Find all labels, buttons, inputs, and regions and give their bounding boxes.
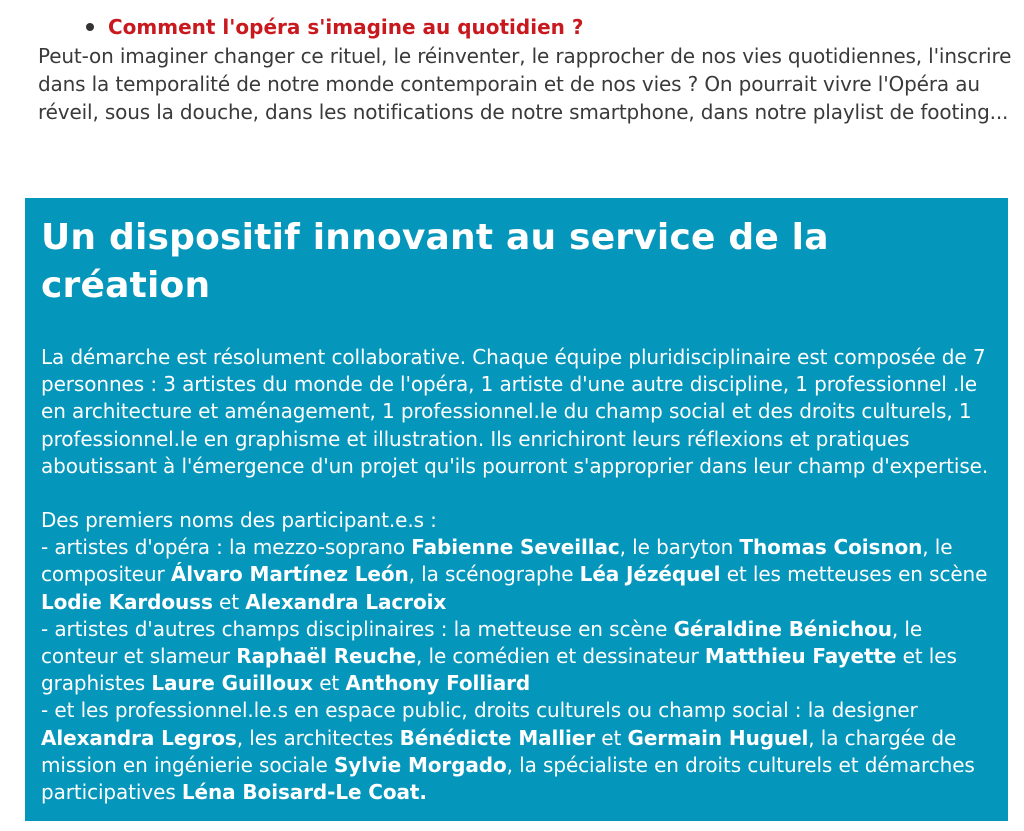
participants-intro: Des premiers noms des participant.e.s : [41,508,437,533]
text-segment: et les graphistes [41,644,957,696]
text-segment: , le conteur et slameur [41,616,923,669]
paragraph-gap [41,480,994,507]
bullet-question: Comment l'opéra s'imagine au quotidien ? [108,15,584,39]
participant-name: Géraldine Bénichou [673,616,892,641]
participant-name: Lodie Kardouss [41,589,213,614]
participant-name: Bénédicte Mallier [399,725,596,750]
text-segment: , les architectes [236,725,400,750]
text-segment: , le comédien et dessinateur [416,644,705,669]
bullet-dot-icon [86,23,94,31]
text-segment: , la scénographe [408,562,580,587]
innovation-panel [25,198,1008,821]
participant-name: Fabienne Seveillac [411,535,620,560]
participants-professionals [41,697,994,806]
text-segment: et [595,725,628,750]
participant-name: Álvaro Martínez León [170,562,409,587]
text-segment: , le baryton [619,535,740,560]
collaboration-paragraph: La démarche est résolument collaborative. Chaque équipe pluridisciplinaire est composée de 7 personnes : 3 artistes du monde de l'opéra, 1 artiste d'une autre discipline, 1 professionnel .le en architecture et aménagement, 1 professionnel.le du champ social et des droits culturels, 1 professionnel.le en graphisme et illustration. Ils enrichiront leurs réflexions et pratiques aboutissant à l'émergence d'un projet qu'ils pourront s'approprier dans leur champ d'expertise. [41,345,989,478]
intro-section [38,12,1013,126]
bullet-item [86,12,1013,42]
participant-name: Alexandra Lacroix [245,589,447,614]
text-segment: , le compositeur [41,535,953,587]
participant-name: Alexandra Legros [41,725,237,750]
participants-other-artists [41,616,994,698]
participant-name: Sylvie Morgado [333,752,507,777]
text-segment: - et les professionnel.le.s en espace public, droits culturels ou champ social : la designer [41,698,918,723]
participant-name: Léna Boisard-Le Coat. [181,780,427,805]
participant-name: Anthony Folliard [345,671,531,696]
participant-name: Thomas Coisnon [739,535,923,560]
text-segment: , la chargée de mission en ingénierie sociale [41,725,957,777]
text-segment: et [212,589,246,614]
intro-paragraph: Peut-on imaginer changer ce rituel, le réinventer, le rapprocher de nos vies quotidiennes, l'inscrire dans la temporalité de notre monde contemporain et de nos vies ? On pourrait vivre l'Opéra au réveil, sous la douche, dans les notifications de notre smartphone, dans notre playlist de footing... [38,44,1012,124]
text-segment: , la spécialiste en droits culturels et démarches participatives [41,752,975,805]
text-segment: - artistes d'opéra : la mezzo-soprano [41,535,412,560]
participant-name: Matthieu Fayette [704,644,897,669]
text-segment: et les metteuses en scène [720,562,988,587]
text-segment: - artistes d'autres champs disciplinaires : la metteuse en scène [41,616,674,641]
participants-opera-artists [41,534,994,616]
text-segment: et [312,671,346,696]
panel-heading: Un dispositif innovant au service de la création [41,217,829,306]
participant-name: Raphaël Reuche [236,644,416,669]
participant-name: Laure Guilloux [151,671,313,696]
participant-name: Germain Huguel [627,725,809,750]
participant-name: Léa Jézéquel [579,562,721,587]
